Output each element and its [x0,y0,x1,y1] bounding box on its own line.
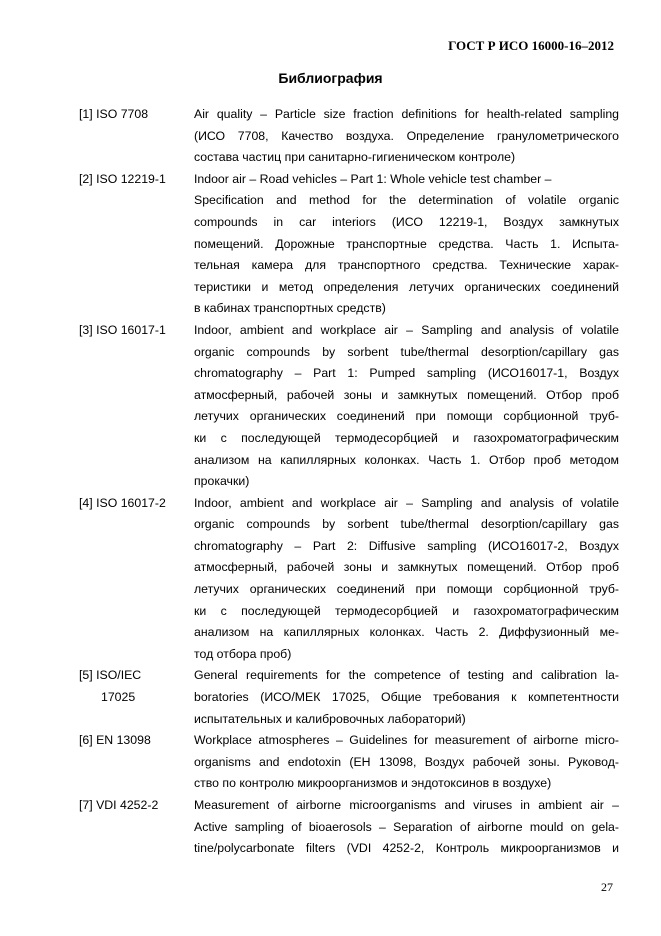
text-line: тод отбора проб) [194,646,292,661]
reference-id: [1] ISO 7708 [79,107,149,121]
text-line: ство по контролю микроорганизмов и эндотоксинов в воздухе) [194,776,552,791]
text-line: Indoor, ambient and workplace air – Sampling and analysis of volatile [194,322,619,337]
entry-reference [79,493,194,666]
entry-reference [79,320,194,493]
text-line: помещений. Дорожные транспортные средства. Часть 1. Испыта- [194,236,619,251]
text-line: organic compounds by sorbent tube/thermal desorption/capillary gas [194,517,619,532]
bibliography-entry [79,493,619,666]
entry-text [194,795,619,860]
text-line: в кабинах транспортных средств) [194,301,386,316]
reference-id: [7] VDI 4252-2 [79,798,159,812]
entry-text [194,665,619,730]
text-line: Indoor, ambient and workplace air – Sampling and analysis of volatile [194,495,619,510]
bibliography-entry [79,795,619,860]
text-line: летучих органических соединений при помощи сорбционной труб- [194,582,619,597]
text-line: испытательных и калибровочных лабораторий) [194,711,466,726]
entry-reference [79,169,194,320]
text-line: атмосферный, рабочей зоны и замкнутых помещений. Отбор проб [194,560,619,575]
page-number: 27 [601,880,613,894]
text-line: тельная камера для транспортного средства. Технические харак- [194,258,619,273]
entry-reference [79,104,194,169]
text-line: (ИСО 7708, Качество воздуха. Определение гранулометрического [194,128,619,143]
reference-id: [4] ISO 16017-2 [79,495,166,510]
reference-id: [5] ISO/IEC [79,668,142,683]
bibliography-list [79,104,619,860]
text-line: ки с последующей термодесорбцией и газохроматографическим [194,430,619,445]
text-line: boratories (ИСО/МЕК 17025, Общие требования к компетентности [194,690,619,705]
bibliography-entry [79,104,619,169]
text-line: летучих органических соединений при помощи сорбционной труб- [194,409,619,424]
text-line: Specification and method for the determination of volatile organic [194,193,619,208]
entry-text [194,493,619,666]
text-line: General requirements for the competence of testing and calibration la- [194,668,619,683]
bibliography-entry [79,730,619,795]
text-line: organisms and endotoxin (ЕН 13098, Воздух рабочей зоны. Руковод- [194,754,619,769]
text-line: анализом на капиллярных колонках. Часть 2. Диффузионный ме- [194,625,619,640]
reference-id: [2] ISO 12219-1 [79,171,166,186]
entry-reference [79,795,194,860]
reference-id: [3] ISO 16017-1 [79,322,166,337]
reference-id: [6] EN 13098 [79,733,151,748]
text-line: анализом на капиллярных колонках. Часть 1. Отбор проб методом [194,452,619,467]
text-line: chromatography – Part 2: Diffusive sampling (ИСО16017-2, Воздух [194,538,619,553]
text-line: Workplace atmospheres – Guidelines for measurement of airborne micro- [194,733,619,748]
entry-reference [79,665,194,730]
entry-text [194,104,619,169]
text-line: Active sampling of bioaerosols – Separation of airborne mould on gela- [194,819,619,834]
text-line: теристики и метод определения летучих органических соединений [194,279,619,294]
text-line: Indoor air – Road vehicles – Part 1: Whole vehicle test chamber – [194,171,552,186]
text-line: атмосферный, рабочей зоны и замкнутых помещений. Отбор проб [194,387,619,402]
bibliography-entry [79,665,619,730]
entry-text [194,320,619,493]
text-line: organic compounds by sorbent tube/thermal desorption/capillary gas [194,344,619,359]
text-line: chromatography – Part 1: Pumped sampling (ИСО16017-1, Воздух [194,366,619,381]
text-line: состава частиц при санитарно-гигиеническом контроле) [194,150,516,165]
bibliography-entry [79,169,619,320]
entry-text [194,169,619,320]
entry-reference [79,730,194,795]
text-line: compounds in car interiors (ИСО 12219-1, Воздух замкнутых [194,214,619,229]
reference-id-continued: 17025 [101,690,136,705]
text-line: Air quality – Particle size fraction definitions for health-related sampling [194,107,619,121]
entry-text [194,730,619,795]
page-title: Библиография [278,70,383,86]
text-line: tine/polycarbonate filters (VDI 4252-2, Контроль микроорганизмов и [194,841,619,856]
text-line: прокачки) [194,474,250,489]
text-line: Measurement of airborne microorganisms and viruses in ambient air – [194,798,619,812]
document-header: ГОСТ Р ИСО 16000-16–2012 [448,38,614,53]
bibliography-entry [79,320,619,493]
text-line: ки с последующей термодесорбцией и газохроматографическим [194,603,619,618]
